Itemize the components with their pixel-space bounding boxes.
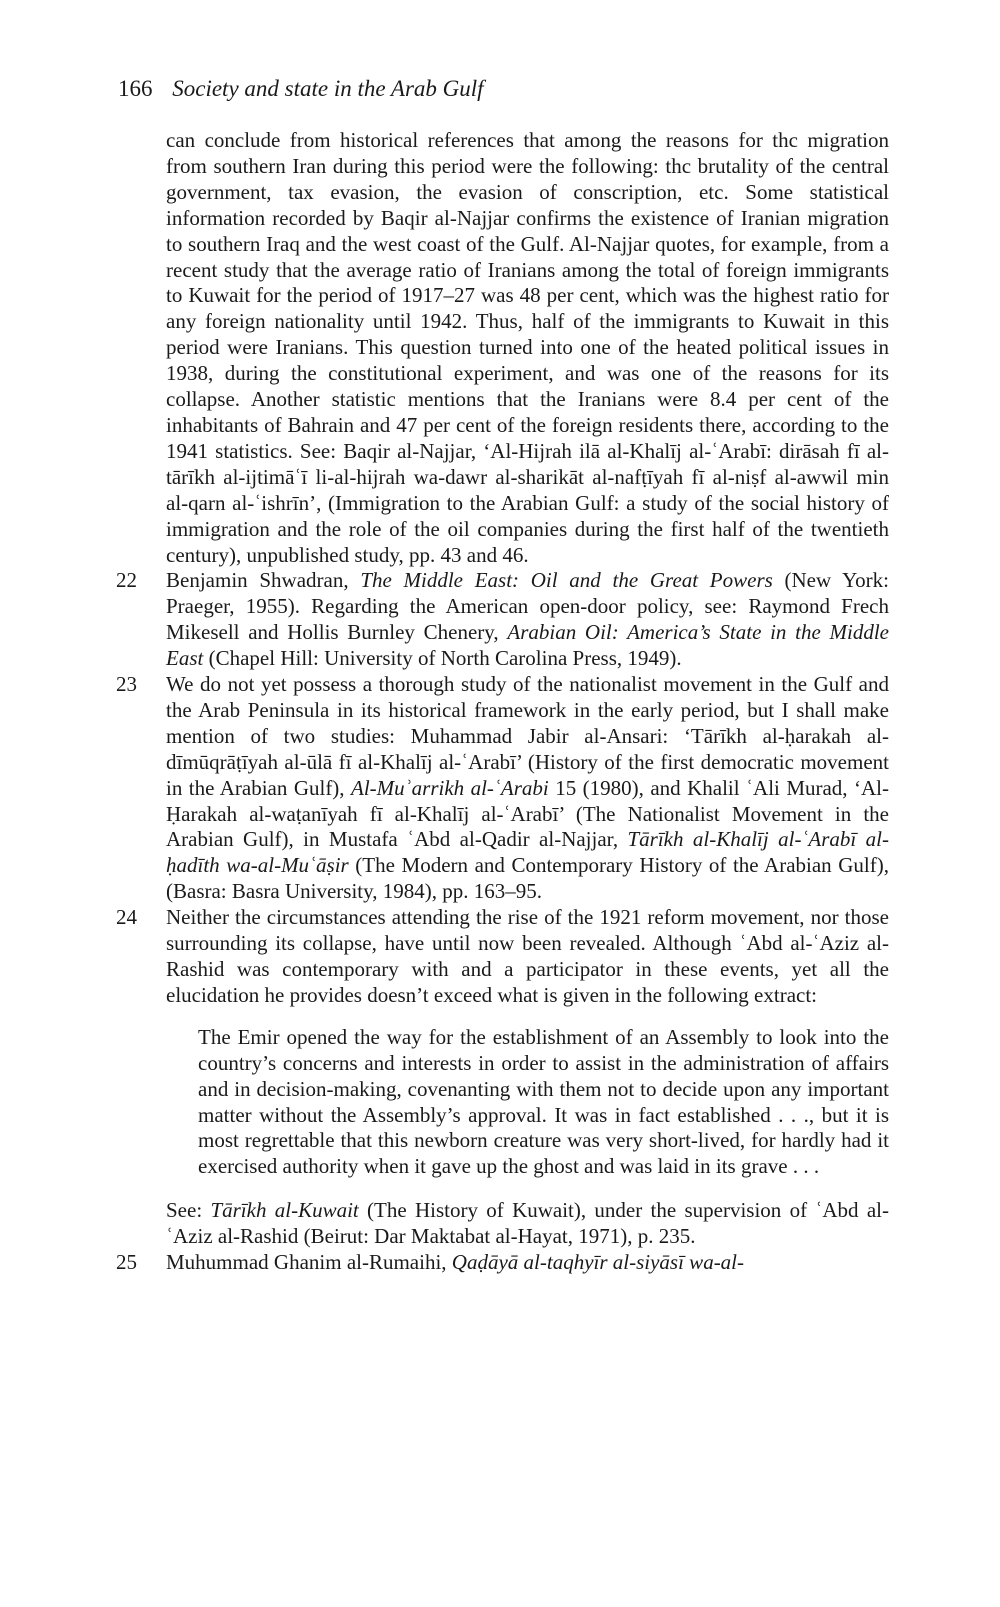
footnote — [116, 1250, 889, 1276]
italic-title: Tārīkh al-Kuwait — [210, 1198, 359, 1223]
footnote-text — [166, 568, 889, 672]
footnote-text — [166, 905, 889, 1009]
running-header — [118, 74, 484, 104]
block-quote: The Emir opened the way for the establishment of an Assembly to look into the country’s concerns and interests in order to assist in the administration of affairs and in decision-making, covenanting with them not to decide upon any important matter without the Assembly’s approval. It was in fact established . . ., but it is most regrettable that this newborn creature was very short-lived, for hardly had it exercised authority when it gave up the ghost and was laid in its grave . . . — [198, 1024, 889, 1179]
running-title: Society and state in the Arab Gulf — [172, 76, 484, 101]
footnote-text — [166, 672, 889, 905]
footnotes-body — [116, 128, 889, 1276]
text-run: (New York: Praeger, 1955). Regarding the American open-door policy, see: Raymond Frech Mikesell and Hollis Burnley Chenery, — [166, 568, 889, 645]
italic-title: The Middle East: Oil and the Great Powers — [360, 568, 773, 593]
footnote-number: 23 — [116, 672, 137, 697]
footnote — [116, 905, 889, 1250]
footnote-number: 25 — [116, 1250, 137, 1275]
italic-title: Tārīkh al-Khalīj al-ʿArabī al-ḥadīth wa-al-Muʿāṣir — [166, 827, 889, 878]
footnote-citation — [166, 1198, 889, 1250]
footnote-number: 24 — [116, 905, 137, 930]
italic-title: Qaḍāyā al-taqhyīr al-siyāsī wa-al- — [451, 1250, 745, 1275]
italic-title: Al-Muʾarrikh al-ʿArabi — [351, 775, 549, 800]
text-run: Muhummad Ghanim al-Rumaihi, — [166, 1250, 452, 1275]
text-run: (The History of Kuwait), under the supervision of ʿAbd al-ʿAziz al-Rashid (Beirut: Dar Maktabat al-Hayat, 1971), p. 235. — [166, 1198, 889, 1249]
footnote — [116, 672, 889, 905]
italic-title: Arabian Oil: America’s State in the Middle East — [166, 620, 889, 671]
text-run: (Chapel Hill: University of North Carolina Press, 1949). — [203, 646, 682, 671]
footnote-number: 22 — [116, 568, 137, 593]
text-run: See: — [166, 1198, 211, 1223]
text-run: Benjamin Shwadran, — [166, 568, 361, 593]
footnote-text — [166, 1250, 889, 1276]
text-run: 15 (1980), and Khalil ʿAli Murad, ‘Al-Ḥarakah al-waṭanīyah fī al-Khalīj al-ʿArabī’ (The Nationalist Movement in the Arabian Gulf), in Mustafa ʿAbd al-Qadir al-Najjar, — [166, 775, 889, 852]
footnote — [166, 128, 889, 568]
page-number: 166 — [118, 76, 153, 101]
text-run: (The Modern and Contemporary History of the Arabian Gulf), (Basra: Basra University, 1984), pp. 163–95. — [166, 853, 889, 904]
footnote-text — [166, 128, 889, 568]
text-run: We do not yet possess a thorough study of the nationalist movement in the Gulf and the Arab Peninsula in its historical framework in the early period, but I shall make mention of two studies: Muhammad Jabir al-Ansari: ‘Tārīkh al-ḥarakah al-dīmūqrāṭīyah al-ūlā fī al-Khalīj al-ʿArabī’ (History of the first democratic movement in the Arabian Gulf), — [166, 672, 889, 800]
footnote — [116, 568, 889, 672]
text-run: can conclude from historical references that among the reasons for thc migration from southern Iran during this period were the following: thc brutality of the central government, tax evasion, the evasion of conscription, etc. Some statistical information recorded by Baqir al-Najjar confirms the existence of Iranian migration to southern Iraq and the west coast of the Gulf. Al-Najjar quotes, for example, from a recent study that the average ratio of Iranians among the total of foreign immigrants to Kuwait for the period of 1917–27 was 48 per cent, which was the highest ratio for any foreign nationality until 1942. Thus, half of the immigrants to Kuwait in this period were Iranians. This question turned into one of the heated political issues in 1938, during the constitutional experiment, and was one of the reasons for its collapse. Another statistic mentions that the Iranians were 8.4 per cent of the inhabitants of Bahrain and 47 per cent of the foreign residents there, according to the 1941 statistics. See: Baqir al-Najjar, ‘Al-Hijrah ilā al-Khalīj al-ʿArabī: dirāsah fī al-tārīkh al-ijtimāʿī li-al-hijrah wa-dawr al-sharikāt al-nafṭīyah fī al-niṣf al-awwil min al-qarn al-ʿishrīn’, (Immigration to the Arabian Gulf: a study of the social history of immigration and the role of the oil companies during the first half of the twentieth century), unpublished study, pp. 43 and 46. — [166, 128, 889, 567]
text-run: Neither the circumstances attending the rise of the 1921 reform movement, nor those surrounding its collapse, have until now been revealed. Although ʿAbd al-ʿAziz al-Rashid was contemporary with and a participator in these events, yet all the elucidation he provides doesn’t exceed what is given in the following extract: — [166, 905, 889, 1007]
